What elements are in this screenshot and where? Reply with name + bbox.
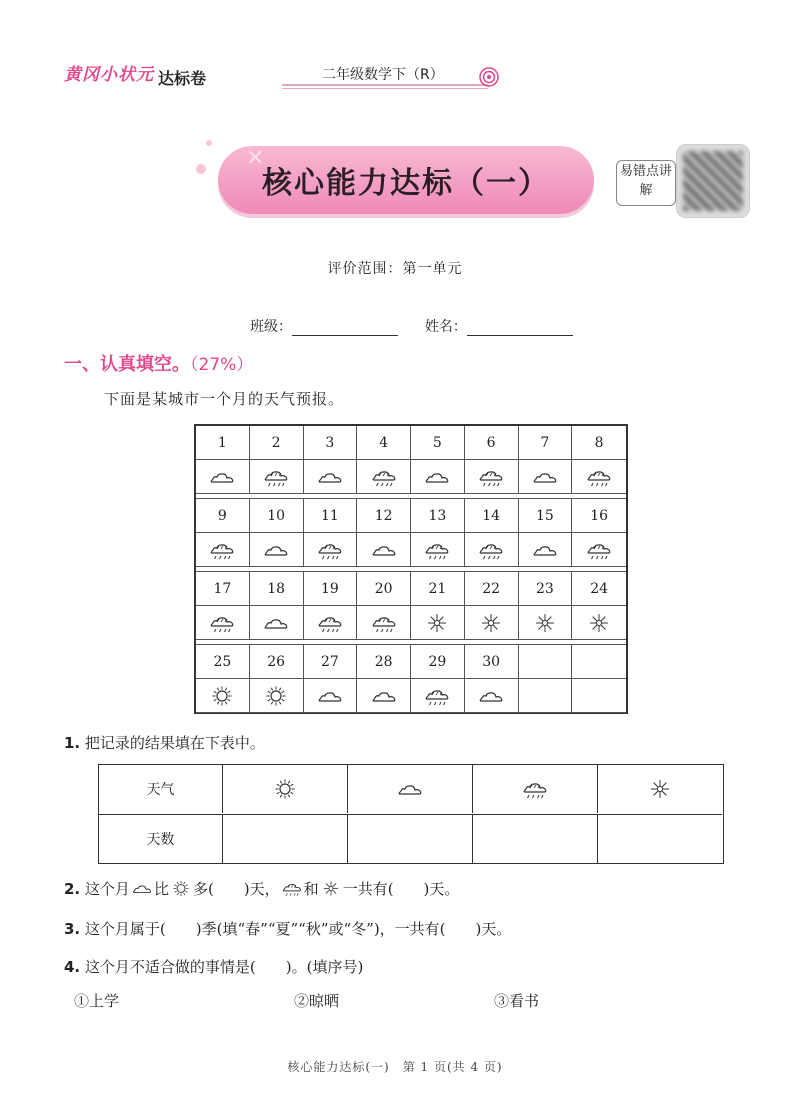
- calendar-day-cell: 22: [465, 572, 519, 606]
- calendar-day-cell: 28: [357, 645, 411, 679]
- calendar-day-cell: 8: [572, 426, 626, 460]
- tally-table: [98, 764, 724, 864]
- empty-cell: [572, 679, 626, 713]
- grade-label: 二年级数学下（R）: [322, 67, 444, 83]
- calendar-day-cell: 15: [519, 499, 573, 533]
- cloudy-icon: [130, 879, 154, 898]
- calendar-day-cell: 20: [357, 572, 411, 606]
- cloudy-icon: [304, 460, 358, 494]
- snow-icon: [572, 606, 626, 640]
- calendar-day-cell: [572, 645, 626, 679]
- snow-icon: [598, 765, 722, 813]
- cloudy-icon: [357, 679, 411, 713]
- decor-cross-icon: ✕: [246, 146, 265, 171]
- cloudy-icon: [357, 533, 411, 567]
- calendar-day-cell: 17: [196, 572, 250, 606]
- calendar-day-cell: 29: [411, 645, 465, 679]
- rain-icon: [465, 460, 519, 494]
- sunny-icon: [223, 765, 348, 813]
- error-explain-label: 易错点讲解: [620, 164, 673, 198]
- weather-calendar: [194, 424, 628, 714]
- tally-weather-label: 天气: [99, 765, 223, 813]
- tally-count-input[interactable]: [473, 814, 598, 863]
- section-intro: 下面是某城市一个月的天气预报。: [104, 390, 345, 408]
- calendar-day-cell: 27: [304, 645, 358, 679]
- calendar-day-cell: 1: [196, 426, 250, 460]
- calendar-day-cell: 4: [357, 426, 411, 460]
- cloudy-icon: [250, 606, 304, 640]
- student-info: [250, 316, 573, 336]
- rain-icon: [304, 606, 358, 640]
- calendar-day-cell: 13: [411, 499, 465, 533]
- rain-icon: [572, 460, 626, 494]
- qr-code-icon[interactable]: [676, 144, 750, 218]
- calendar-weather-row: [196, 606, 626, 640]
- rain-icon: [473, 765, 598, 813]
- question-1: 1. 把记录的结果填在下表中。: [64, 734, 265, 752]
- rain-icon: [411, 679, 465, 713]
- rain-icon: [196, 606, 250, 640]
- calendar-weather-row: [196, 679, 626, 713]
- rain-icon: [304, 533, 358, 567]
- calendar-day-row: [196, 499, 626, 533]
- calendar-day-cell: 14: [465, 499, 519, 533]
- calendar-day-cell: 21: [411, 572, 465, 606]
- cloudy-icon: [411, 460, 465, 494]
- calendar-day-cell: 6: [465, 426, 519, 460]
- calendar-day-cell: 23: [519, 572, 573, 606]
- rain-icon: [357, 606, 411, 640]
- brand-logo: 黄冈小状元: [64, 65, 154, 85]
- question-2: 2. 这个月 比 多( )天， 和 一共有( )天。: [64, 880, 460, 898]
- calendar-day-cell: 7: [519, 426, 573, 460]
- calendar-day-cell: 18: [250, 572, 304, 606]
- rain-icon: [411, 533, 465, 567]
- calendar-day-cell: 24: [572, 572, 626, 606]
- calendar-day-cell: 12: [357, 499, 411, 533]
- snow-icon: [411, 606, 465, 640]
- calendar-weather-row: [196, 533, 626, 567]
- section-percent: （27%）: [190, 355, 254, 375]
- rain-icon: [357, 460, 411, 494]
- cloudy-icon: [519, 533, 573, 567]
- cloudy-icon: [465, 679, 519, 713]
- calendar-day-cell: 3: [304, 426, 358, 460]
- tally-count-input[interactable]: [598, 814, 722, 863]
- calendar-day-cell: 11: [304, 499, 358, 533]
- cloudy-icon: [196, 460, 250, 494]
- tally-count-input[interactable]: [348, 814, 473, 863]
- class-label: 班级：: [250, 319, 292, 335]
- calendar-day-row: [196, 426, 626, 460]
- cloudy-icon: [348, 765, 473, 813]
- calendar-day-row: [196, 645, 626, 679]
- snow-icon: [465, 606, 519, 640]
- option-2: ②晾晒: [294, 992, 340, 1010]
- tally-count-input[interactable]: [223, 814, 348, 863]
- sunny-icon: [196, 679, 250, 713]
- rain-icon: [572, 533, 626, 567]
- empty-cell: [519, 679, 573, 713]
- rain-icon: [196, 533, 250, 567]
- eval-range: 评价范围：第一单元: [327, 261, 463, 277]
- calendar-day-row: [196, 572, 626, 606]
- calendar-day-cell: 30: [465, 645, 519, 679]
- tally-weather-row: [99, 765, 722, 815]
- decor-dot: [206, 140, 212, 146]
- header-divider-thin: [282, 88, 488, 89]
- section-title: 一、认真填空。（27%）: [64, 354, 254, 375]
- swirl-icon: [478, 66, 500, 88]
- page-footer: 核心能力达标(一) 第 1 页(共 4 页): [287, 1060, 503, 1074]
- header-divider: [282, 84, 488, 86]
- rain-icon: [250, 460, 304, 494]
- brand-subtitle: 达标卷: [158, 69, 207, 88]
- question-3: 3. 这个月属于( )季(填“春”“夏”“秋”或“冬”)，一共有( )天。: [64, 920, 512, 938]
- tally-count-row: [99, 814, 722, 863]
- decor-dot: [196, 164, 206, 174]
- calendar-day-cell: 26: [250, 645, 304, 679]
- snow-icon: [319, 879, 343, 898]
- calendar-day-cell: 19: [304, 572, 358, 606]
- name-field[interactable]: [467, 321, 573, 336]
- calendar-day-cell: 2: [250, 426, 304, 460]
- calendar-day-cell: [519, 645, 573, 679]
- calendar-weather-row: [196, 460, 626, 494]
- cloudy-icon: [519, 460, 573, 494]
- rain-icon: [280, 879, 304, 898]
- page-title: 核心能力达标（一）: [262, 166, 550, 201]
- cloudy-icon: [304, 679, 358, 713]
- calendar-day-cell: 16: [572, 499, 626, 533]
- calendar-day-cell: 9: [196, 499, 250, 533]
- rain-icon: [465, 533, 519, 567]
- snow-icon: [519, 606, 573, 640]
- sunny-icon: [169, 879, 193, 898]
- cloudy-icon: [250, 533, 304, 567]
- question-4: 4. 这个月不适合做的事情是( )。(填序号): [64, 958, 364, 976]
- class-field[interactable]: [292, 321, 398, 336]
- option-1: ①上学: [74, 992, 120, 1010]
- sunny-icon: [250, 679, 304, 713]
- option-3: ③看书: [494, 992, 540, 1010]
- calendar-day-cell: 25: [196, 645, 250, 679]
- name-label: 姓名：: [424, 319, 467, 335]
- tally-count-label: 天数: [99, 814, 223, 863]
- calendar-day-cell: 5: [411, 426, 465, 460]
- calendar-day-cell: 10: [250, 499, 304, 533]
